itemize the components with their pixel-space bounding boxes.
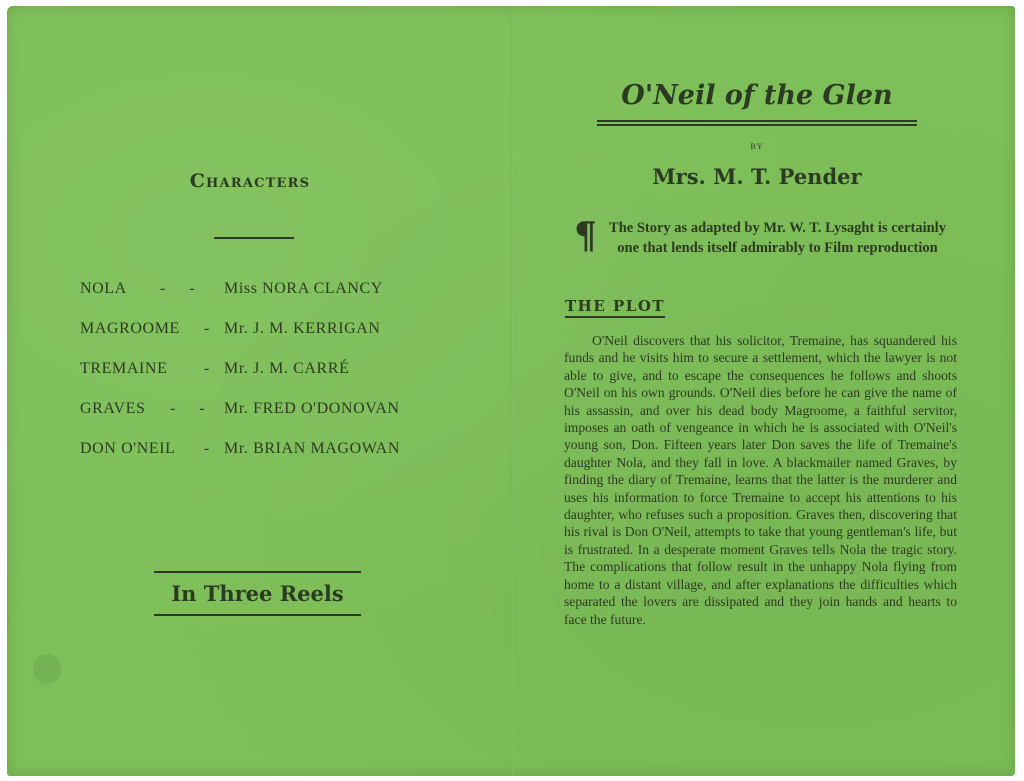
cast-row: [80, 280, 460, 320]
cast-row: [80, 400, 460, 440]
adaptation-note: The Story as adapted by Mr. W. T. Lysaght is certainly one that lends itself admirably to Film reproduction: [609, 220, 946, 256]
title-double-rule: [597, 120, 917, 126]
cast-dash: - -: [160, 280, 205, 297]
cast-row: [80, 320, 460, 360]
reels-banner: [154, 571, 361, 616]
character-name: NOLA: [80, 280, 127, 297]
play-title: O'Neil of the Glen: [621, 80, 893, 111]
center-fold: [511, 6, 514, 776]
cast-list: [80, 280, 460, 480]
plot-heading: THE PLOT: [565, 297, 665, 318]
cast-dash: - -: [170, 400, 215, 417]
character-name: DON O'NEIL: [80, 440, 176, 457]
paper-stain: [33, 654, 61, 684]
character-name: TREMAINE: [80, 360, 168, 377]
actor-name: Mr. J. M. CARRÉ: [224, 360, 350, 377]
character-name: GRAVES: [80, 400, 146, 417]
plot-synopsis: O'Neil discovers that his solicitor, Tremaine, has squandered his funds and he visits him to secure a settlement, which the lawyer is not able to give, and to escape the consequences he follows and shoots O'Neil on his own grounds. O'Neil dies before he can give the name of his assassin, and over his dead body Magroome, a faithful servitor, imposes an oath of vengeance in which he is associated with O'Neil's young son, Don. Fifteen years later Don saves the life of Tremaine's daughter Nola, and they fall in love. A blackmailer named Graves, by finding the diary of Tremaine, learns that the latter is the murderer and uses his information to force Tremaine to accept his attentions to his daughter, who refuses such a proposition. Graves then, discovering that his rival is Don O'Neil, attempts to take that young gentleman's life, but is frustrated. In a desperate moment Graves tells Nola the tragic story. The complications that follow result in the unhappy Nola flying from home to a distant village, and after explanations the difficulties which separated the lovers are dissipated and they join hands and hearts to face the future.: [564, 333, 957, 627]
actor-name: Mr. J. M. KERRIGAN: [224, 320, 381, 337]
cast-dash: -: [204, 320, 210, 337]
cast-row: [80, 360, 460, 400]
author-name: Mrs. M. T. Pender: [652, 164, 862, 189]
actor-name: Mr. BRIAN MAGOWAN: [224, 440, 400, 457]
cast-dash: -: [204, 360, 210, 377]
actor-name: Miss NORA CLANCY: [224, 280, 383, 297]
heading-divider: [214, 237, 294, 239]
cast-row: [80, 440, 460, 480]
cast-dash: -: [204, 440, 210, 457]
by-label: BY: [750, 142, 764, 151]
character-name: MAGROOME: [80, 320, 180, 337]
reels-label: In Three Reels: [171, 581, 344, 606]
pilcrow-icon: ¶: [574, 215, 597, 257]
characters-heading: Characters: [189, 170, 311, 192]
actor-name: Mr. FRED O'DONOVAN: [224, 400, 400, 417]
